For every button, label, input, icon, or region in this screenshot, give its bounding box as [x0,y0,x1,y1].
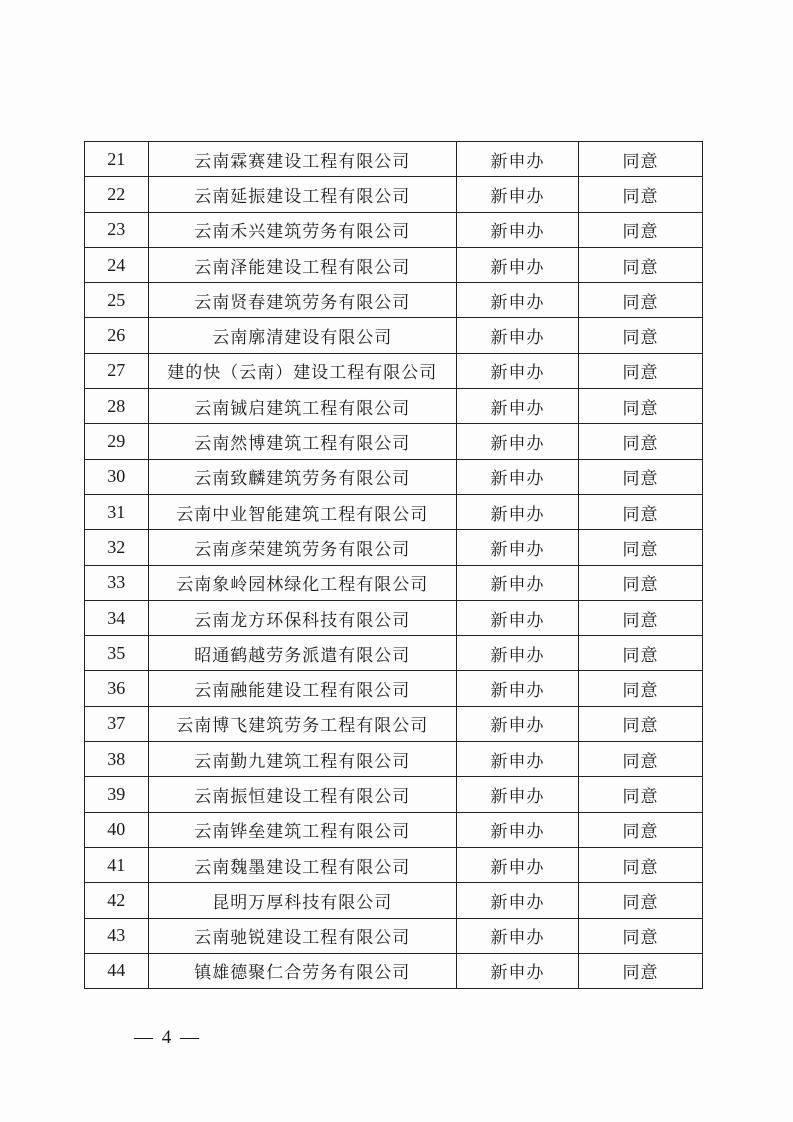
approval-result: 同意 [578,565,702,600]
row-number: 22 [85,177,149,212]
application-type: 新申办 [456,953,578,988]
application-type: 新申办 [456,847,578,882]
row-number: 29 [85,424,149,459]
company-name: 云南博飞建筑劳务工程有限公司 [148,706,456,741]
row-number: 24 [85,247,149,282]
table-row [85,530,703,565]
company-name: 云南彦荣建筑劳务有限公司 [148,530,456,565]
table-row [85,742,703,777]
company-name: 云南勤九建筑工程有限公司 [148,742,456,777]
application-type: 新申办 [456,283,578,318]
row-number: 43 [85,918,149,953]
approval-result: 同意 [578,671,702,706]
table-row [85,671,703,706]
approval-result: 同意 [578,812,702,847]
row-number: 40 [85,812,149,847]
table-row [85,777,703,812]
application-type: 新申办 [456,389,578,424]
company-name: 昭通鹤越劳务派遣有限公司 [148,636,456,671]
page-number: — 4 — [134,1027,201,1048]
row-number: 38 [85,742,149,777]
approval-result: 同意 [578,636,702,671]
row-number: 39 [85,777,149,812]
row-number: 41 [85,847,149,882]
row-number: 32 [85,530,149,565]
application-type: 新申办 [456,424,578,459]
application-type: 新申办 [456,706,578,741]
application-type: 新申办 [456,212,578,247]
application-type: 新申办 [456,247,578,282]
company-name: 云南振恒建设工程有限公司 [148,777,456,812]
row-number: 37 [85,706,149,741]
row-number: 23 [85,212,149,247]
row-number: 31 [85,494,149,529]
row-number: 44 [85,953,149,988]
table-row [85,283,703,318]
company-name: 云南魏墨建设工程有限公司 [148,847,456,882]
approval-result: 同意 [578,459,702,494]
approval-result: 同意 [578,389,702,424]
company-name: 云南廓清建设有限公司 [148,318,456,353]
application-type: 新申办 [456,777,578,812]
approval-result: 同意 [578,247,702,282]
company-name: 云南延振建设工程有限公司 [148,177,456,212]
table-row [85,847,703,882]
application-type: 新申办 [456,142,578,177]
table-row [85,706,703,741]
approval-result: 同意 [578,177,702,212]
approval-result: 同意 [578,283,702,318]
table-row [85,565,703,600]
table-row [85,600,703,635]
row-number: 42 [85,883,149,918]
application-type: 新申办 [456,636,578,671]
approval-table-body [85,142,703,989]
application-type: 新申办 [456,177,578,212]
company-name: 云南禾兴建筑劳务有限公司 [148,212,456,247]
table-row [85,883,703,918]
table-row [85,353,703,388]
row-number: 33 [85,565,149,600]
approval-result: 同意 [578,953,702,988]
row-number: 27 [85,353,149,388]
approval-result: 同意 [578,494,702,529]
company-name: 云南中业智能建筑工程有限公司 [148,494,456,529]
company-name: 云南致麟建筑劳务有限公司 [148,459,456,494]
row-number: 26 [85,318,149,353]
company-name: 云南龙方环保科技有限公司 [148,600,456,635]
company-name: 云南象岭园林绿化工程有限公司 [148,565,456,600]
row-number: 35 [85,636,149,671]
approval-result: 同意 [578,777,702,812]
application-type: 新申办 [456,883,578,918]
company-name: 建的快（云南）建设工程有限公司 [148,353,456,388]
application-type: 新申办 [456,318,578,353]
approval-result: 同意 [578,424,702,459]
application-type: 新申办 [456,530,578,565]
row-number: 36 [85,671,149,706]
company-name: 云南融能建设工程有限公司 [148,671,456,706]
company-name: 云南铖启建筑工程有限公司 [148,389,456,424]
table-row [85,247,703,282]
company-name: 云南铧垒建筑工程有限公司 [148,812,456,847]
approval-result: 同意 [578,742,702,777]
company-name: 云南贤春建筑劳务有限公司 [148,283,456,318]
row-number: 30 [85,459,149,494]
company-name: 云南驰锐建设工程有限公司 [148,918,456,953]
table-row [85,318,703,353]
approval-result: 同意 [578,918,702,953]
approval-result: 同意 [578,318,702,353]
table-row [85,812,703,847]
table-row [85,177,703,212]
approval-table [84,141,703,989]
row-number: 25 [85,283,149,318]
approval-result: 同意 [578,706,702,741]
application-type: 新申办 [456,671,578,706]
table-row [85,142,703,177]
table-row [85,953,703,988]
approval-result: 同意 [578,353,702,388]
row-number: 21 [85,142,149,177]
approval-result: 同意 [578,883,702,918]
table-row [85,636,703,671]
table-row [85,389,703,424]
approval-result: 同意 [578,212,702,247]
table-row [85,918,703,953]
approval-result: 同意 [578,142,702,177]
application-type: 新申办 [456,918,578,953]
approval-result: 同意 [578,847,702,882]
table-row [85,459,703,494]
company-name: 云南然博建筑工程有限公司 [148,424,456,459]
approval-result: 同意 [578,530,702,565]
company-name: 云南霖赛建设工程有限公司 [148,142,456,177]
approval-result: 同意 [578,600,702,635]
application-type: 新申办 [456,742,578,777]
table-row [85,494,703,529]
row-number: 34 [85,600,149,635]
table-row [85,424,703,459]
company-name: 云南泽能建设工程有限公司 [148,247,456,282]
application-type: 新申办 [456,459,578,494]
application-type: 新申办 [456,565,578,600]
application-type: 新申办 [456,353,578,388]
application-type: 新申办 [456,812,578,847]
application-type: 新申办 [456,494,578,529]
table-row [85,212,703,247]
row-number: 28 [85,389,149,424]
application-type: 新申办 [456,600,578,635]
company-name: 昆明万厚科技有限公司 [148,883,456,918]
company-name: 镇雄德聚仁合劳务有限公司 [148,953,456,988]
